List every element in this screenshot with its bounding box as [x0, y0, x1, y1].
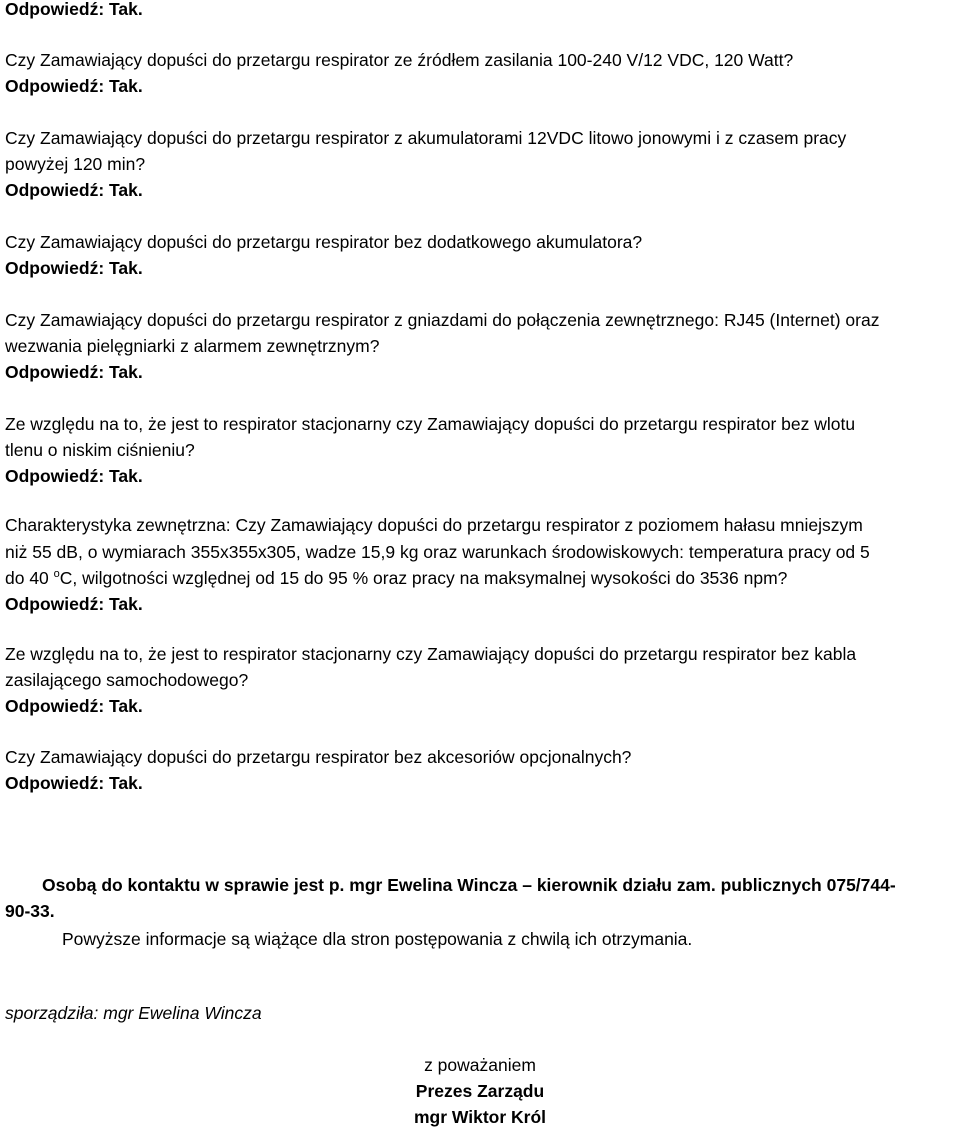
signature-greeting: z poważaniem	[424, 1055, 536, 1075]
question-4-line-2: wezwania pielęgniarki z alarmem zewnętrznym?	[5, 336, 380, 356]
contact-note: Powyższe informacje są wiążące dla stron postępowania z chwilą ich otrzymania.	[62, 929, 693, 949]
answer-5: Odpowiedź: Tak.	[5, 466, 143, 486]
question-1-line-1: Czy Zamawiający dopuści do przetargu respirator ze źródłem zasilania 100-240 V/12 VDC, 120 Watt?	[5, 50, 794, 70]
answer-3: Odpowiedź: Tak.	[5, 258, 143, 278]
question-7-line-2: zasilającego samochodowego?	[5, 670, 249, 690]
degree-sup: o	[53, 568, 60, 581]
answer-1: Odpowiedź: Tak.	[5, 76, 143, 96]
question-5-line-2: tlenu o niskim ciśnieniu?	[5, 440, 195, 460]
answer-7: Odpowiedź: Tak.	[5, 696, 143, 716]
question-3-line-1: Czy Zamawiający dopuści do przetargu respirator bez dodatkowego akumulatora?	[5, 232, 643, 252]
answer-4: Odpowiedź: Tak.	[5, 362, 143, 382]
question-5-line-1: Ze względu na to, że jest to respirator stacjonarny czy Zamawiający dopuści do przetargu respirator bez wlotu	[5, 414, 856, 434]
answer-0: Odpowiedź: Tak.	[5, 0, 143, 19]
question-6-line-1: Charakterystyka zewnętrzna: Czy Zamawiający dopuści do przetargu respirator z poziomem hałasu mniejszym	[5, 515, 863, 535]
question-6-line-3	[5, 567, 787, 589]
question-6-line-2: niż 55 dB, o wymiarach 355x355x305, wadze 15,9 kg oraz warunkach środowiskowych: temperatura pracy od 5	[5, 542, 870, 562]
answer-2: Odpowiedź: Tak.	[5, 180, 143, 200]
contact-line-1: Osobą do kontaktu w sprawie jest p. mgr Ewelina Wincza – kierownik działu zam. publicznych 075/744-	[42, 875, 896, 895]
signature-name: mgr Wiktor Król	[413, 1107, 547, 1127]
question-6-line-3-post: C, wilgotności względnej od 15 do 95 % oraz pracy na maksymalnej wysokości do 3536 npm?	[59, 568, 788, 588]
signature-position: Prezes Zarządu	[415, 1081, 545, 1101]
question-8-line-1: Czy Zamawiający dopuści do przetargu respirator bez akcesoriów opcjonalnych?	[5, 747, 632, 767]
question-6-line-3-pre: do 40	[5, 568, 54, 588]
contact-line-2: 90-33.	[5, 901, 55, 921]
answer-6: Odpowiedź: Tak.	[5, 594, 143, 614]
prepared-by: sporządziła: mgr Ewelina Wincza	[5, 1003, 262, 1023]
answer-8: Odpowiedź: Tak.	[5, 773, 143, 793]
question-2-line-2: powyżej 120 min?	[5, 154, 146, 174]
question-2-line-1: Czy Zamawiający dopuści do przetargu respirator z akumulatorami 12VDC litowo jonowymi i z czasem pracy	[5, 128, 847, 148]
question-4-line-1: Czy Zamawiający dopuści do przetargu respirator z gniazdami do połączenia zewnętrznego: RJ45 (Internet) oraz	[5, 310, 880, 330]
question-7-line-1: Ze względu na to, że jest to respirator stacjonarny czy Zamawiający dopuści do przetargu respirator bez kabla	[5, 644, 857, 664]
